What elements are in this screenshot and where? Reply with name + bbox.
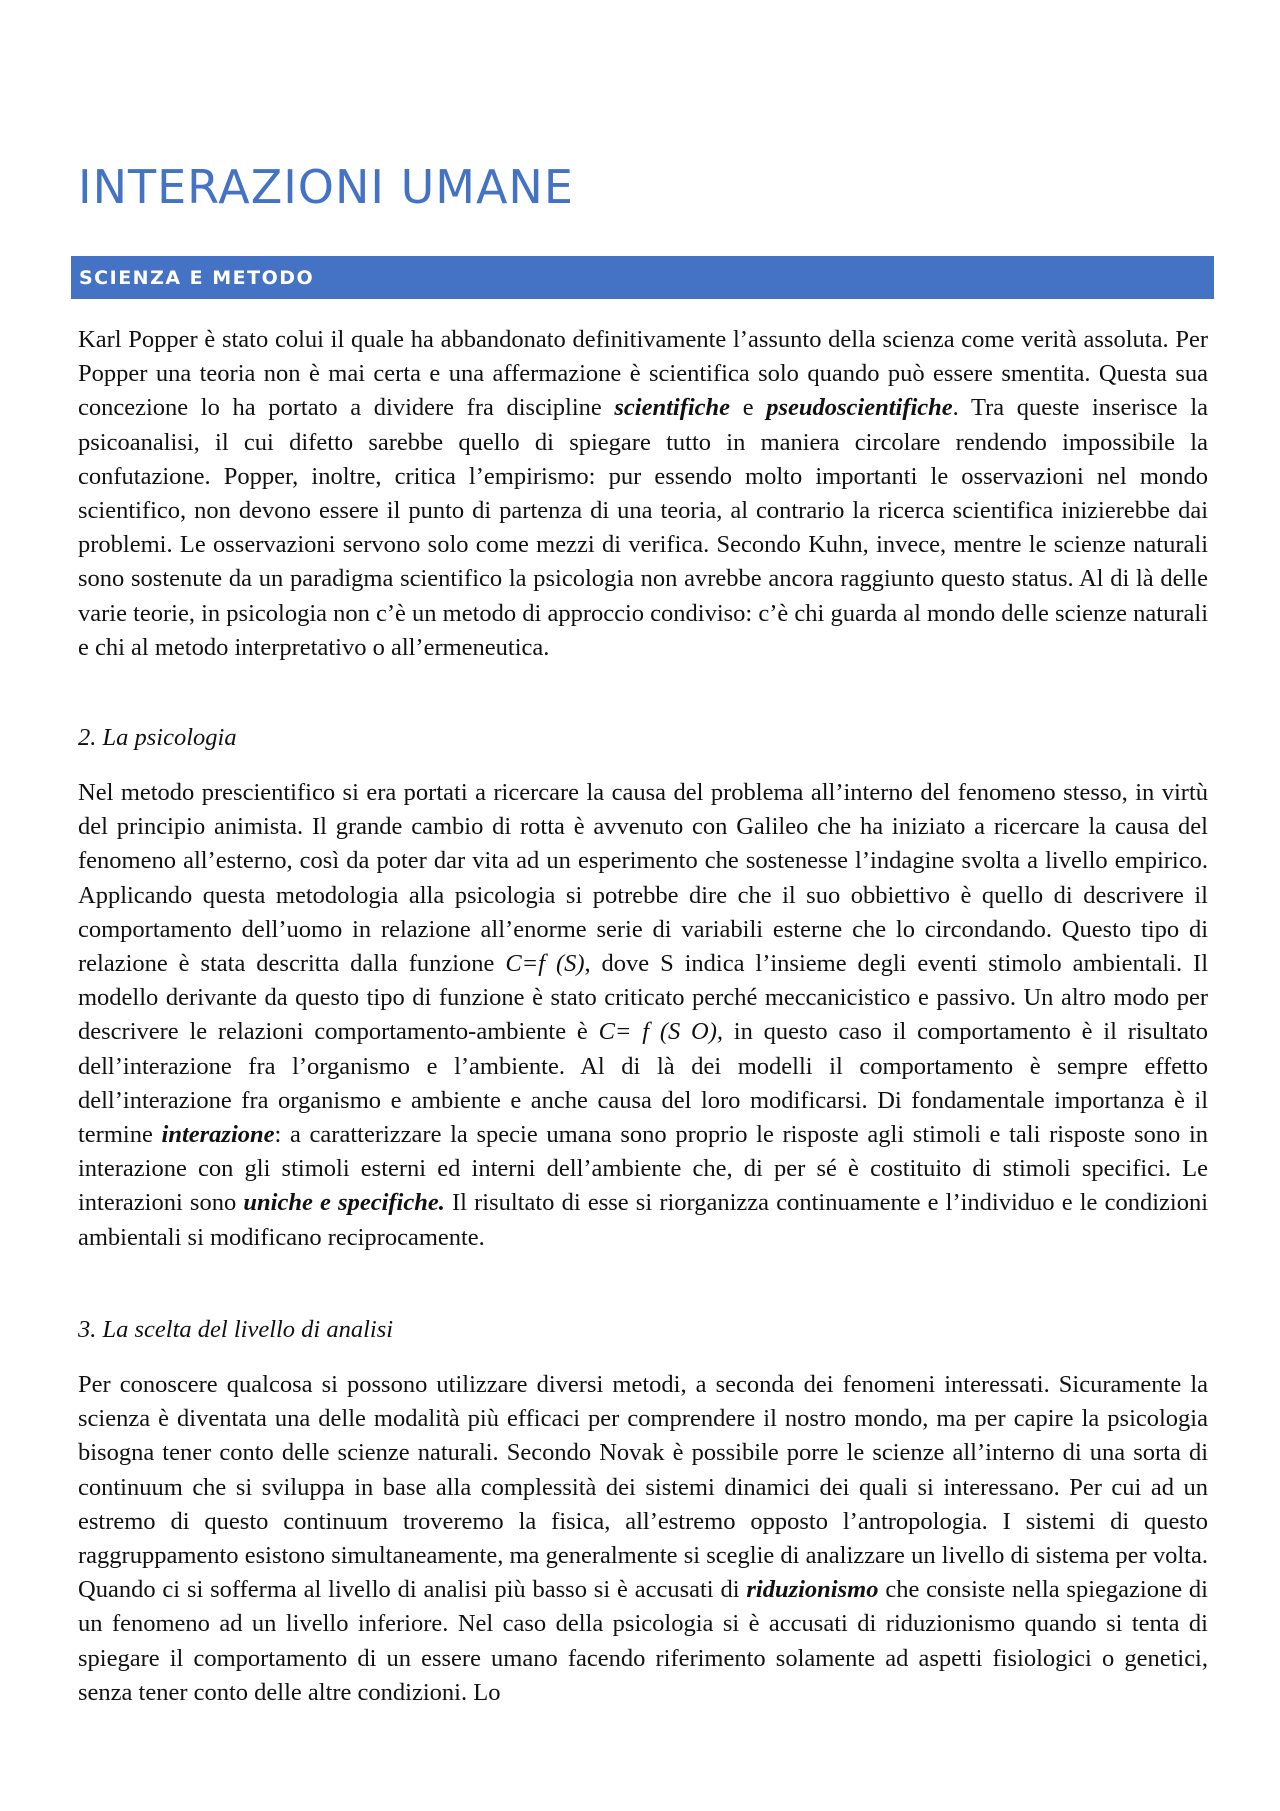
text-run: Per conoscere qualcosa si possono utilizzare diversi metodi, a seconda dei fenomeni interessati. Sicuramente la scienza è diventata una delle modalità più efficaci per comprendere il nostro mondo, ma per capire la psicologia bisogna tener conto delle scienze naturali. Secondo Novak è possibile porre le scienze all’interno di una sorta di continuum che si sviluppa in base alla complessità dei sistemi dinamici dei quali si interessano. Per cui ad un estremo di questo continuum troveremo la fisica, all’estremo opposto l’antropologia. I sistemi di questo raggruppamento esistono simultaneamente, ma generalmente si sceglie di analizzare un livello di sistema per volta. Quando ci si sofferma al livello di analisi più basso si è accusati di (78, 1371, 1208, 1604)
paragraph-popper-kuhn (78, 323, 1208, 665)
section-header-bar (71, 256, 1214, 299)
document-title: INTERAZIONI UMANE (78, 160, 574, 214)
emphasis-pseudoscientifiche: pseudoscientifiche (766, 394, 953, 422)
emphasis-interazione: interazione (161, 1121, 275, 1149)
text-run: Il risultato di esse si riorganizza continuamente e l’individuo e le condizioni ambientali si modificano reciprocamente. (78, 1189, 1209, 1251)
formula-c-f-s: C=f (S) (505, 950, 585, 978)
text-run: , dove S indica l’insieme degli eventi stimolo ambientali. Il modello derivante da questo tipo di funzione è stato criticato perché meccanicistico e passivo. Un altro modo per descrivere le relazioni comportamento-ambiente è (78, 950, 1208, 1046)
text-run: : a caratterizzare la specie umana sono proprio le risposte agli stimoli e tali risposte sono in interazione con gli stimoli esterni ed interni dell’ambiente che, di per sé è costituito di stimoli specifici. Le interazioni sono (78, 1121, 1208, 1217)
text-run: in questo caso il comportamento è il risultato dell’interazione fra l’organismo e l’ambiente. Al di là dei modelli il comportamento è sempre effetto dell’interazione fra organismo e ambiente e anche causa del loro modificarsi. Di fondamentale importanza è il termine (78, 1018, 1209, 1149)
emphasis-riduzionismo: riduzionismo (746, 1576, 879, 1604)
text-run: e (730, 394, 767, 422)
paragraph-livello-analisi (78, 1368, 1208, 1710)
text-run: Nel metodo prescientifico si era portati a ricercare la causa del problema all’interno del fenomeno stesso, in virtù del principio animista. Il grande cambio di rotta è avvenuto con Galileo che ha iniziato a ricercare la causa del fenomeno all’esterno, così da poter dar vita ad un esperimento che sostenesse l’indagine svolta a livello empirico. Applicando questa metodologia alla psicologia si potrebbe dire che il suo obbiettivo è quello di descrivere il comportamento dell’uomo in relazione all’enorme serie di variabili esterne che lo circondando. Questo tipo di relazione è stata descritta dalla funzione (78, 779, 1208, 978)
text-run: che consiste nella spiegazione di un fenomeno ad un livello inferiore. Nel caso della psicologia si è accusati di riduzionismo quando si tenta di spiegare il comportamento di un essere umano facendo riferimento solamente ad aspetti fisiologici o genetici, senza tener conto delle altre condizioni. Lo (78, 1576, 1208, 1706)
section-title: SCIENZA E METODO (79, 266, 315, 289)
text-run: . Tra queste inserisce la psicoanalisi, il cui difetto sarebbe quello di spiegare tutto in maniera circolare rendendo impossibile la confutazione. Popper, inoltre, critica l’empirismo: pur essendo molto importanti le osservazioni nel mondo scientifico, non devono essere il punto di partenza di una teoria, al contrario la ricerca scientifica inizierebbe dai problemi. Le osservazioni servono solo come mezzi di verifica. Secondo Kuhn, invece, mentre le scienze naturali sono sostenute da un paradigma scientifico la psicologia non avrebbe ancora raggiunto questo status. Al di là delle varie teorie, in psicologia non c’è un metodo di approccio condiviso: c’è chi guarda al mondo delle scienze naturali e chi al metodo interpretativo o all’ermeneutica. (78, 394, 1209, 661)
formula-c-f-s-o: C= f (S O), (598, 1018, 723, 1046)
subheading-la-psicologia: 2. La psicologia (78, 724, 237, 751)
subheading-livello-di-analisi: 3. La scelta del livello di analisi (78, 1316, 394, 1343)
emphasis-uniche-specifiche: uniche e specifiche. (243, 1189, 445, 1217)
emphasis-scientifiche: scientifiche (614, 394, 731, 422)
paragraph-psicologia (78, 776, 1208, 1255)
text-run: Karl Popper è stato colui il quale ha abbandonato definitivamente l’assunto della scienza come verità assoluta. Per Popper una teoria non è mai certa e una affermazione è scientifica solo quando può essere smentita. Questa sua concezione lo ha portato a dividere fra discipline (78, 326, 1208, 422)
